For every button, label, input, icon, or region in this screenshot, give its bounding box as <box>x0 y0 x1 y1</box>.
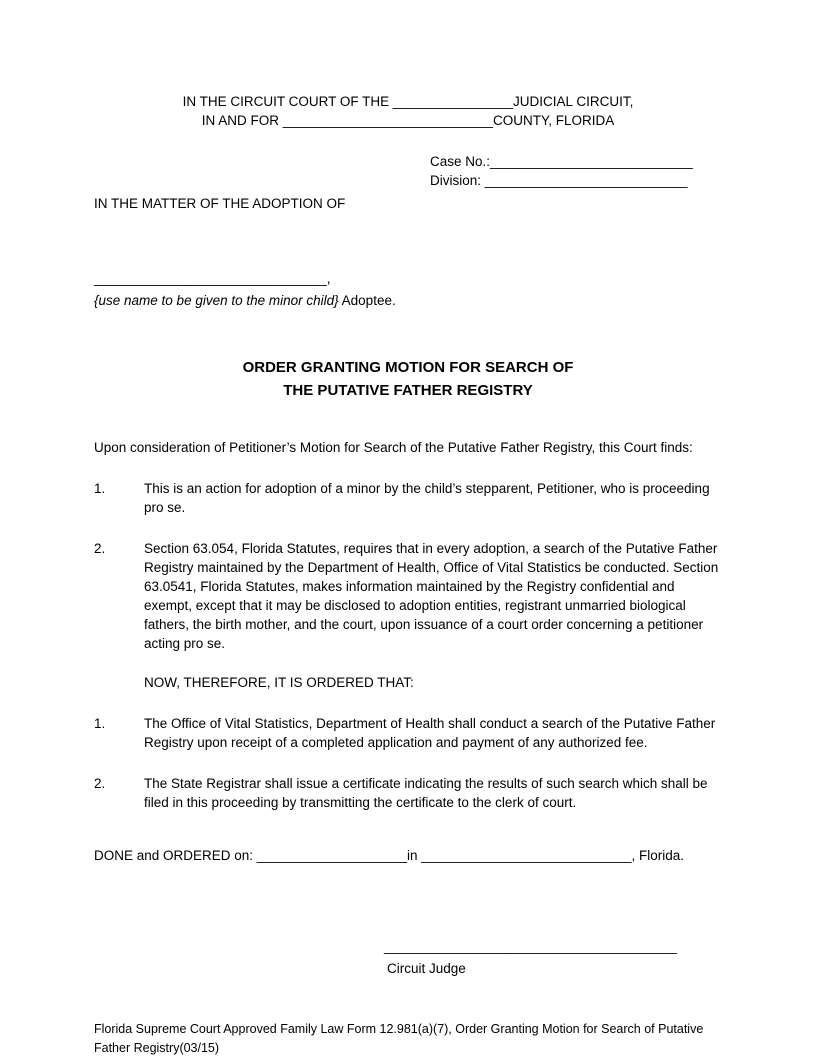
finding-2-number: 2. <box>94 541 106 556</box>
finding-item-1 <box>94 479 722 517</box>
footer-line-1: Florida Supreme Court Approved Family Law Form 12.981(a)(7), Order Granting Motion for Search of Putative <box>94 1022 704 1036</box>
caption-county-line: IN AND FOR ____________________________COUNTY, FLORIDA <box>201 113 615 128</box>
page-title-line-2: THE PUTATIVE FATHER REGISTRY <box>283 382 533 399</box>
adoptee-label <box>94 291 722 310</box>
done-and-ordered-line: DONE and ORDERED on: ____________________in ____________________________, Florida. <box>94 848 684 863</box>
page-title-line-1: ORDER GRANTING MOTION FOR SEARCH OF <box>242 359 574 376</box>
caption-circuit-line: IN THE CIRCUIT COURT OF THE ________________JUDICIAL CIRCUIT, <box>182 94 634 109</box>
finding-1-text: This is an action for adoption of a minor by the child’s stepparent, Petitioner, who is proceeding pro se. <box>144 481 710 515</box>
case-info-block <box>94 152 722 190</box>
signature-rule: _______________________________________ <box>384 939 677 954</box>
order-item-1 <box>94 714 722 752</box>
page-title <box>94 356 722 402</box>
signature-label: Circuit Judge <box>387 961 466 976</box>
signature-block <box>94 937 722 978</box>
adoptee-name-rule: _______________________________, <box>94 271 331 286</box>
order-1-text: The Office of Vital Statistics, Department of Health shall conduct a search of the Putative Father Registry upon receipt of a completed application and payment of any authorized fee. <box>144 716 716 750</box>
finding-1-number: 1. <box>94 481 106 496</box>
adoptee-role: Adoptee. <box>338 293 396 308</box>
form-footer <box>94 1020 722 1056</box>
court-caption <box>94 92 722 130</box>
footer-line-2: Father Registry(03/15) <box>94 1041 220 1055</box>
matter-of-adoption-label: IN THE MATTER OF THE ADOPTION OF <box>94 196 346 211</box>
intro-paragraph: Upon consideration of Petitioner’s Motion for Search of the Putative Father Registry, this Court finds: <box>94 440 693 455</box>
order-2-number: 2. <box>94 776 106 791</box>
ordered-heading: NOW, THEREFORE, IT IS ORDERED THAT: <box>144 675 414 690</box>
order-item-2 <box>94 774 722 812</box>
division-field: Division: ___________________________ <box>430 173 688 188</box>
adoptee-block <box>94 269 722 310</box>
order-1-number: 1. <box>94 716 106 731</box>
adoptee-instruction: {use name to be given to the minor child} <box>94 293 339 308</box>
finding-item-2 <box>94 539 722 653</box>
order-2-text: The State Registrar shall issue a certificate indicating the results of such search which shall be filed in this proceeding by transmitting the certificate to the clerk of court. <box>144 776 708 810</box>
case-number-field: Case No.:___________________________ <box>430 154 693 169</box>
document-content <box>94 92 722 1056</box>
finding-2-text: Section 63.054, Florida Statutes, requires that in every adoption, a search of the Putative Father Registry maintained by the Department of Health, Office of Vital Statistics be conducted. Section 63.0541, Florida Statutes, makes information maintained by the Registry confidential and exempt, except that it may be disclosed to adoption entities, registrant unmarried biological fathers, the birth mother, and the court, upon issuance of a court order concerning a petitioner acting pro se. <box>144 541 719 651</box>
